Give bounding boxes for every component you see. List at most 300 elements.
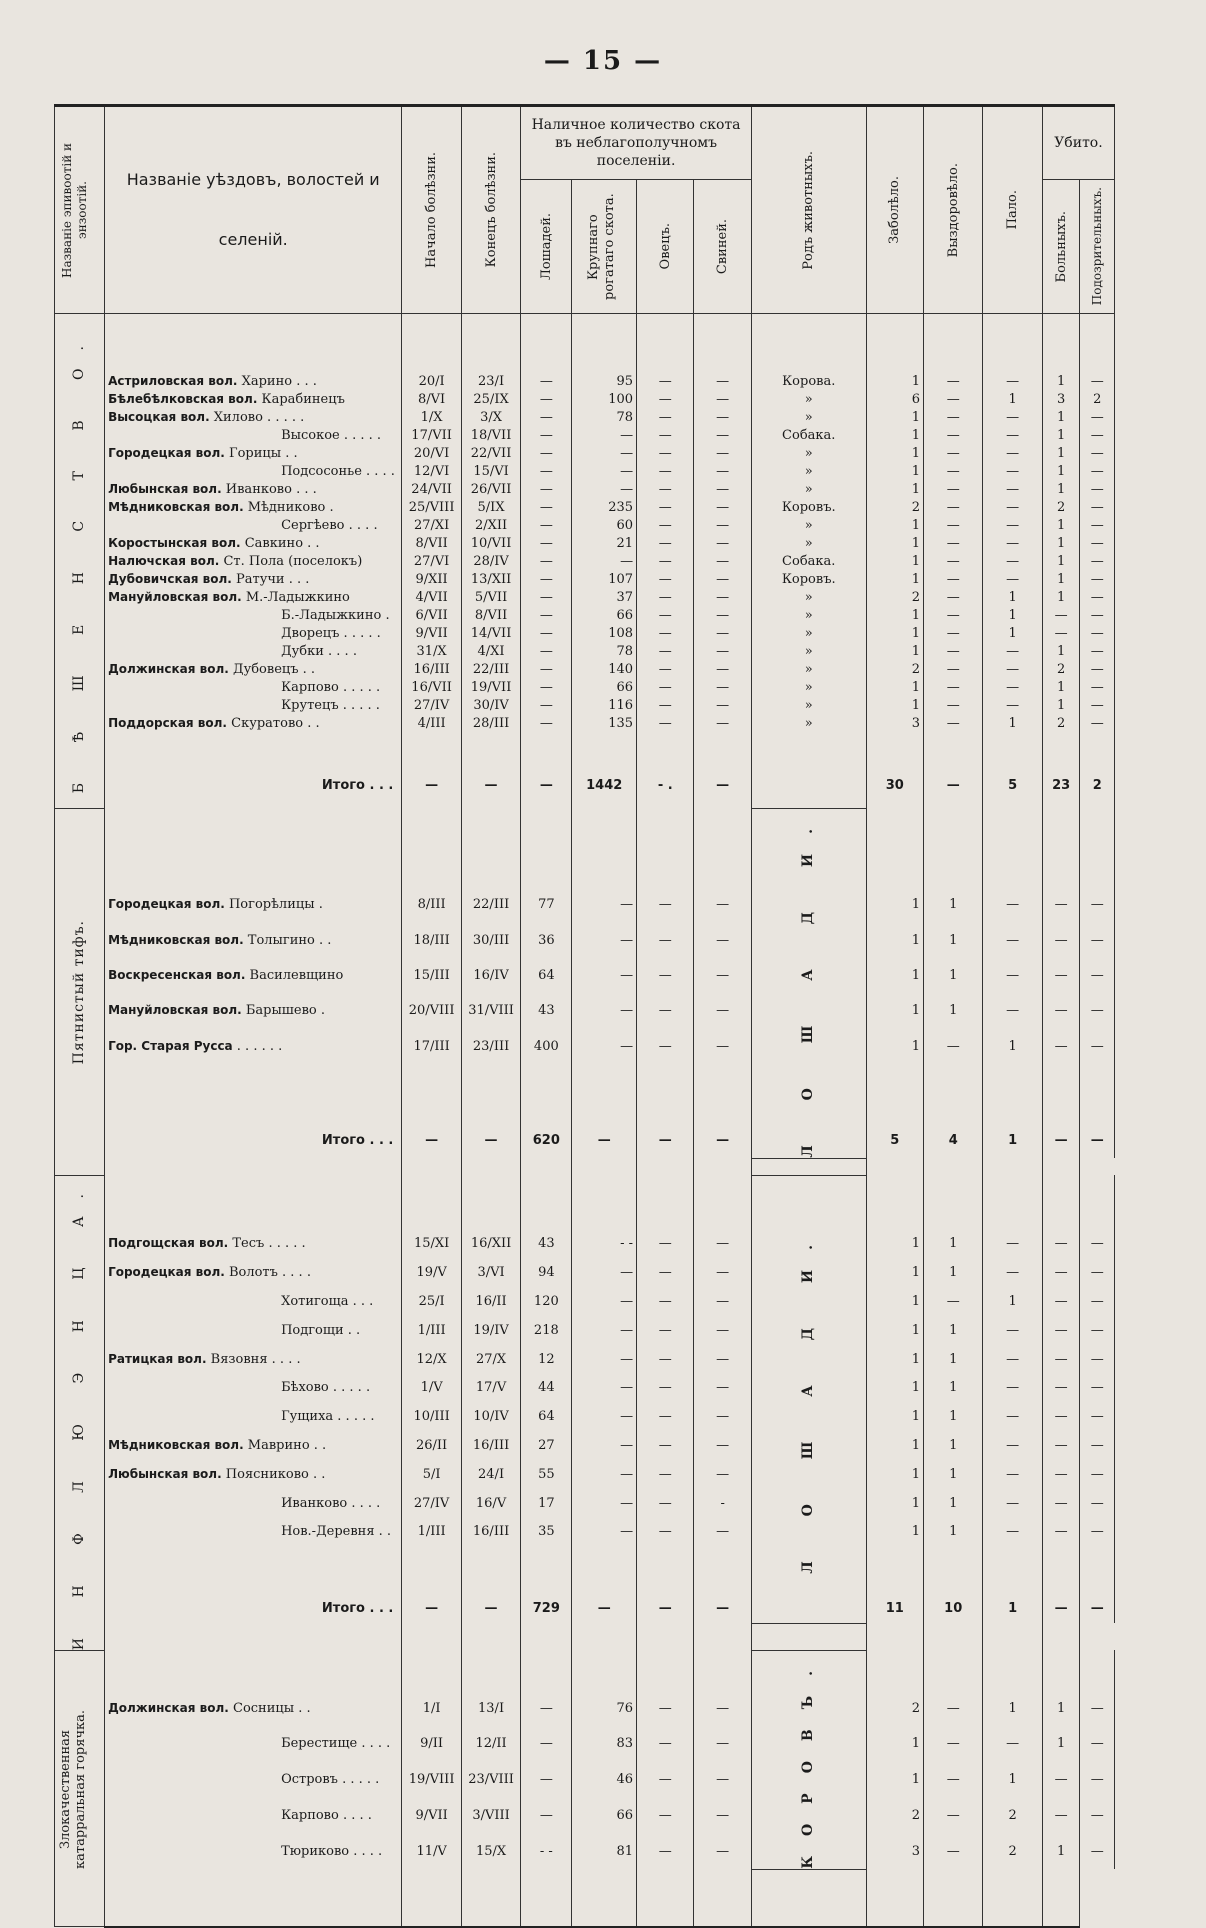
cell-kp: — bbox=[1080, 444, 1115, 462]
cell-rec: — bbox=[923, 624, 982, 642]
cell-sick: 2 bbox=[866, 1798, 923, 1834]
cell-start: 9/XII bbox=[402, 570, 461, 588]
total-end: — bbox=[461, 776, 520, 794]
cell-ks: 2 bbox=[1042, 498, 1080, 516]
total-horses: — bbox=[521, 776, 572, 794]
cell-sick: 3 bbox=[866, 714, 923, 732]
cell-horses: — bbox=[521, 462, 572, 480]
cell-start: 1/V bbox=[402, 1374, 461, 1403]
cell-kp: — bbox=[1080, 660, 1115, 678]
cell-horses: — bbox=[521, 588, 572, 606]
cell-end: 4/XI bbox=[461, 642, 520, 660]
table-row bbox=[55, 993, 1115, 1028]
village-name: Иванково . . . . bbox=[281, 1495, 381, 1511]
volost-name: Городецкая вол. bbox=[108, 1265, 225, 1280]
header-killed-group: Убито. bbox=[1042, 106, 1114, 180]
total-row bbox=[55, 776, 1115, 794]
village-name: Б.-Ладыжкино . bbox=[281, 607, 390, 623]
cell-kp: — bbox=[1080, 1833, 1115, 1869]
table-row bbox=[55, 588, 1115, 606]
cell-sick: 1 bbox=[866, 1028, 923, 1063]
village-name: Нов.-Деревня . . bbox=[281, 1524, 392, 1540]
cell-died: — bbox=[983, 462, 1042, 480]
cell-sheep: — bbox=[637, 714, 694, 732]
cell-animal-kind: » bbox=[751, 642, 866, 660]
cell-sheep: — bbox=[637, 1690, 694, 1726]
cell-sheep: — bbox=[637, 696, 694, 714]
cell-sheep: — bbox=[637, 1518, 694, 1547]
volost-name: Городецкая вол. bbox=[108, 897, 225, 912]
table-row bbox=[55, 570, 1115, 588]
table-row bbox=[55, 480, 1115, 498]
cell-cattle: — bbox=[572, 922, 637, 957]
village-name: Савкино . . bbox=[244, 535, 320, 551]
cell-horses: 400 bbox=[521, 1028, 572, 1063]
place-name-cell bbox=[105, 372, 402, 390]
total-sheep: - . bbox=[637, 776, 694, 794]
place-name-cell bbox=[105, 390, 402, 408]
place-name-cell bbox=[105, 660, 402, 678]
cell-start: 9/VII bbox=[402, 624, 461, 642]
cell-start: 6/VII bbox=[402, 606, 461, 624]
table-row bbox=[55, 462, 1115, 480]
cell-ks: — bbox=[1042, 1762, 1080, 1798]
animal-kind-cell bbox=[751, 809, 866, 1159]
cell-kp: — bbox=[1080, 1345, 1115, 1374]
cell-ks: 1 bbox=[1042, 480, 1080, 498]
cell-kp: — bbox=[1080, 1402, 1115, 1431]
volost-name: Поддорская вол. bbox=[108, 715, 227, 730]
cell-sick: 1 bbox=[866, 1460, 923, 1489]
cell-sick: 1 bbox=[866, 408, 923, 426]
cell-died: 1 bbox=[983, 1028, 1042, 1063]
cell-horses: — bbox=[521, 372, 572, 390]
village-name: Ратучи . . . bbox=[236, 571, 310, 587]
cell-rec: — bbox=[923, 714, 982, 732]
cell-ks: 2 bbox=[1042, 660, 1080, 678]
total-row bbox=[55, 1594, 1115, 1623]
cell-start: 16/III bbox=[402, 660, 461, 678]
volost-name: Городецкая вол. bbox=[108, 445, 225, 460]
cell-end: 19/VII bbox=[461, 678, 520, 696]
cell-pigs: — bbox=[694, 1345, 751, 1374]
cell-kp: — bbox=[1080, 1431, 1115, 1460]
cell-kp: — bbox=[1080, 1028, 1115, 1063]
cell-sick: 1 bbox=[866, 696, 923, 714]
cell-sheep: — bbox=[637, 1374, 694, 1403]
cell-cattle: - - bbox=[572, 1230, 637, 1259]
spacer-row bbox=[55, 1064, 1115, 1123]
cell-rec: — bbox=[923, 462, 982, 480]
cell-died: 1 bbox=[983, 606, 1042, 624]
cell-rec: 1 bbox=[923, 1258, 982, 1287]
cell-end: 23/I bbox=[461, 372, 520, 390]
place-name-cell bbox=[105, 1489, 402, 1518]
cell-pigs: — bbox=[694, 1402, 751, 1431]
table-row bbox=[55, 1460, 1115, 1489]
cell-start: 19/V bbox=[402, 1258, 461, 1287]
total-sick: 11 bbox=[866, 1594, 923, 1623]
cell-ks: 1 bbox=[1042, 1726, 1080, 1762]
section-spacer-row bbox=[55, 1650, 1115, 1690]
cell-rec: — bbox=[923, 606, 982, 624]
cell-died: 1 bbox=[983, 1287, 1042, 1316]
cell-horses: — bbox=[521, 1726, 572, 1762]
cell-pigs: — bbox=[694, 552, 751, 570]
cell-kp: — bbox=[1080, 624, 1115, 642]
cell-died: — bbox=[983, 958, 1042, 993]
cell-start: 20/I bbox=[402, 372, 461, 390]
spacer-row bbox=[55, 1623, 1115, 1650]
place-name-cell bbox=[105, 1726, 402, 1762]
cell-sick: 1 bbox=[866, 678, 923, 696]
cell-rec: — bbox=[923, 498, 982, 516]
cell-ks: — bbox=[1042, 1287, 1080, 1316]
cell-end: 26/VII bbox=[461, 480, 520, 498]
cell-animal-kind: » bbox=[751, 480, 866, 498]
cell-sheep: — bbox=[637, 678, 694, 696]
cell-horses: — bbox=[521, 642, 572, 660]
total-rec: 4 bbox=[923, 1123, 982, 1158]
cell-cattle: — bbox=[572, 1431, 637, 1460]
total-horses: 729 bbox=[521, 1594, 572, 1623]
cell-sick: 6 bbox=[866, 390, 923, 408]
table-row bbox=[55, 1431, 1115, 1460]
volost-name: Должинская вол. bbox=[108, 1700, 229, 1715]
cell-end: 15/VI bbox=[461, 462, 520, 480]
cell-pigs: — bbox=[694, 534, 751, 552]
cell-pigs: — bbox=[694, 1690, 751, 1726]
cell-start: 25/VIII bbox=[402, 498, 461, 516]
total-pigs: — bbox=[694, 1123, 751, 1158]
cell-pigs: — bbox=[694, 887, 751, 922]
cell-ks: 1 bbox=[1042, 696, 1080, 714]
cell-start: 9/II bbox=[402, 1726, 461, 1762]
village-name: Карабинецъ bbox=[261, 391, 345, 407]
place-name-cell bbox=[105, 1374, 402, 1403]
cell-kp: — bbox=[1080, 714, 1115, 732]
cell-sheep: — bbox=[637, 958, 694, 993]
cell-ks: — bbox=[1042, 1258, 1080, 1287]
cell-animal-kind: » bbox=[751, 660, 866, 678]
cell-ks: 1 bbox=[1042, 678, 1080, 696]
total-row bbox=[55, 1123, 1115, 1158]
village-name: Крутецъ . . . . . bbox=[281, 697, 380, 713]
cell-animal-kind: » bbox=[751, 534, 866, 552]
cell-pigs: — bbox=[694, 1518, 751, 1547]
cell-ks: 1 bbox=[1042, 444, 1080, 462]
cell-sick: 1 bbox=[866, 624, 923, 642]
cell-died: — bbox=[983, 534, 1042, 552]
cell-end: 12/II bbox=[461, 1726, 520, 1762]
cell-sheep: — bbox=[637, 498, 694, 516]
cell-pigs: — bbox=[694, 1374, 751, 1403]
cell-sheep: — bbox=[637, 588, 694, 606]
cell-ks: 1 bbox=[1042, 1833, 1080, 1869]
volost-name: Воскресенская вол. bbox=[108, 967, 246, 982]
cell-pigs: — bbox=[694, 498, 751, 516]
table-row bbox=[55, 1690, 1115, 1726]
table-row bbox=[55, 1316, 1115, 1345]
place-name-cell bbox=[105, 1833, 402, 1869]
cell-cattle: 108 bbox=[572, 624, 637, 642]
cell-sheep: — bbox=[637, 426, 694, 444]
volost-name: Высоцкая вол. bbox=[108, 409, 210, 424]
cell-cattle: — bbox=[572, 1460, 637, 1489]
village-name: Скуратово . . bbox=[231, 715, 320, 731]
cell-start: 16/VII bbox=[402, 678, 461, 696]
cell-end: 18/VII bbox=[461, 426, 520, 444]
cell-died: — bbox=[983, 1431, 1042, 1460]
cell-sick: 1 bbox=[866, 1316, 923, 1345]
cell-cattle: 66 bbox=[572, 606, 637, 624]
cell-pigs: — bbox=[694, 372, 751, 390]
cell-cattle: 95 bbox=[572, 372, 637, 390]
disease-name-cell bbox=[55, 1175, 105, 1650]
village-name: Гущиха . . . . . bbox=[281, 1409, 375, 1425]
cell-sick: 1 bbox=[866, 372, 923, 390]
village-name: Карпово . . . . bbox=[281, 1807, 372, 1823]
cell-start: 1/III bbox=[402, 1316, 461, 1345]
cell-pigs: — bbox=[694, 588, 751, 606]
total-cattle: — bbox=[572, 1594, 637, 1623]
cell-kp: — bbox=[1080, 922, 1115, 957]
total-rec: — bbox=[923, 776, 982, 794]
cell-rec: 1 bbox=[923, 1518, 982, 1547]
cell-pigs: — bbox=[694, 958, 751, 993]
place-name-cell bbox=[105, 1287, 402, 1316]
cell-end: 25/IX bbox=[461, 390, 520, 408]
cell-died: 2 bbox=[983, 1798, 1042, 1834]
spacer-row bbox=[55, 732, 1115, 776]
cell-start: 1/III bbox=[402, 1518, 461, 1547]
cell-ks: 1 bbox=[1042, 1690, 1080, 1726]
cell-cattle: — bbox=[572, 1402, 637, 1431]
village-name: Высокое . . . . . bbox=[281, 427, 382, 443]
cell-sheep: — bbox=[637, 1460, 694, 1489]
header-names: Названіе уѣздовъ, волостей и селеній. bbox=[105, 106, 402, 314]
cell-sheep: — bbox=[637, 624, 694, 642]
cell-start: 25/I bbox=[402, 1287, 461, 1316]
cell-rec: — bbox=[923, 408, 982, 426]
cell-horses: — bbox=[521, 570, 572, 588]
header-sick: Заболѣло. bbox=[866, 106, 923, 314]
cell-horses: — bbox=[521, 516, 572, 534]
cell-pigs: — bbox=[694, 1316, 751, 1345]
cell-horses: — bbox=[521, 552, 572, 570]
cell-kp: — bbox=[1080, 1690, 1115, 1726]
place-name-cell bbox=[105, 922, 402, 957]
header-died: Пало. bbox=[983, 106, 1042, 314]
cell-kp: — bbox=[1080, 1726, 1115, 1762]
cell-ks: 3 bbox=[1042, 390, 1080, 408]
cell-died: 1 bbox=[983, 390, 1042, 408]
cell-ks: 1 bbox=[1042, 462, 1080, 480]
cell-rec: — bbox=[923, 1726, 982, 1762]
cell-horses: — bbox=[521, 480, 572, 498]
village-name: Вязовня . . . . bbox=[210, 1351, 301, 1367]
table-row bbox=[55, 678, 1115, 696]
cell-ks: — bbox=[1042, 1230, 1080, 1259]
cell-kp: — bbox=[1080, 552, 1115, 570]
disease-name: И Н Ф Л Ю Э Н Ц А. bbox=[71, 1175, 88, 1650]
cell-sheep: — bbox=[637, 1028, 694, 1063]
cell-sick: 1 bbox=[866, 480, 923, 498]
table-row bbox=[55, 624, 1115, 642]
cell-pigs: — bbox=[694, 678, 751, 696]
cell-kp: — bbox=[1080, 1316, 1115, 1345]
cell-kp: — bbox=[1080, 534, 1115, 552]
village-name: Мѣдниково . bbox=[247, 499, 334, 515]
cell-sheep: — bbox=[637, 372, 694, 390]
cell-ks: 1 bbox=[1042, 588, 1080, 606]
cell-end: 16/II bbox=[461, 1287, 520, 1316]
cell-sheep: — bbox=[637, 516, 694, 534]
place-name-cell bbox=[105, 1230, 402, 1259]
cell-start: 27/XI bbox=[402, 516, 461, 534]
total-ks: 23 bbox=[1042, 776, 1080, 794]
table-row bbox=[55, 1230, 1115, 1259]
table-row bbox=[55, 660, 1115, 678]
cell-sheep: — bbox=[637, 480, 694, 498]
total-horses: 620 bbox=[521, 1123, 572, 1158]
cell-sick: 1 bbox=[866, 1287, 923, 1316]
cell-sick: 1 bbox=[866, 1258, 923, 1287]
cell-end: 14/VII bbox=[461, 624, 520, 642]
cell-cattle: 107 bbox=[572, 570, 637, 588]
table-row bbox=[55, 534, 1115, 552]
cell-pigs: — bbox=[694, 1460, 751, 1489]
village-name: Дубовецъ . . bbox=[233, 661, 316, 677]
cell-ks: — bbox=[1042, 606, 1080, 624]
volost-name: Ратицкая вол. bbox=[108, 1351, 207, 1366]
cell-rec: — bbox=[923, 426, 982, 444]
cell-horses: 77 bbox=[521, 887, 572, 922]
cell-sick: 1 bbox=[866, 958, 923, 993]
cell-cattle: — bbox=[572, 480, 637, 498]
cell-sheep: — bbox=[637, 408, 694, 426]
cell-cattle: — bbox=[572, 1518, 637, 1547]
cell-pigs: — bbox=[694, 624, 751, 642]
table-row bbox=[55, 444, 1115, 462]
cell-pigs: — bbox=[694, 462, 751, 480]
cell-animal-kind: » bbox=[751, 678, 866, 696]
spacer-row bbox=[55, 1869, 1115, 1927]
cell-ks: — bbox=[1042, 1316, 1080, 1345]
animal-kind-cell bbox=[751, 1650, 866, 1869]
cell-sheep: — bbox=[637, 1402, 694, 1431]
cell-rec: 1 bbox=[923, 1460, 982, 1489]
table-row bbox=[55, 408, 1115, 426]
table-row bbox=[55, 1489, 1115, 1518]
cell-cattle: 60 bbox=[572, 516, 637, 534]
section-spacer-row bbox=[55, 809, 1115, 888]
cell-start: 18/III bbox=[402, 922, 461, 957]
cell-ks: — bbox=[1042, 1518, 1080, 1547]
table-row bbox=[55, 714, 1115, 732]
volost-name: Коростынская вол. bbox=[108, 535, 241, 550]
table-row bbox=[55, 887, 1115, 922]
volost-name: Должинская вол. bbox=[108, 661, 229, 676]
cell-horses: — bbox=[521, 390, 572, 408]
cell-rec: — bbox=[923, 534, 982, 552]
cell-ks: — bbox=[1042, 1374, 1080, 1403]
cell-horses: — bbox=[521, 426, 572, 444]
total-end: — bbox=[461, 1594, 520, 1623]
cell-sick: 1 bbox=[866, 993, 923, 1028]
cell-sick: 1 bbox=[866, 922, 923, 957]
header-start: Начало болѣзни. bbox=[402, 106, 461, 314]
village-name: Василевщино bbox=[249, 967, 344, 983]
cell-pigs: — bbox=[694, 426, 751, 444]
cell-rec: 1 bbox=[923, 1345, 982, 1374]
total-kp: — bbox=[1080, 1123, 1115, 1158]
cell-sick: 2 bbox=[866, 588, 923, 606]
cell-cattle: — bbox=[572, 444, 637, 462]
table-row bbox=[55, 1402, 1115, 1431]
cell-horses: 35 bbox=[521, 1518, 572, 1547]
cell-sick: 1 bbox=[866, 1230, 923, 1259]
cell-cattle: 76 bbox=[572, 1690, 637, 1726]
cell-pigs: — bbox=[694, 1833, 751, 1869]
cell-horses: — bbox=[521, 498, 572, 516]
cell-end: 31/VIII bbox=[461, 993, 520, 1028]
cell-sheep: — bbox=[637, 1489, 694, 1518]
cell-rec: 1 bbox=[923, 1402, 982, 1431]
cell-cattle: — bbox=[572, 887, 637, 922]
cell-ks: 2 bbox=[1042, 714, 1080, 732]
cell-animal-kind: » bbox=[751, 516, 866, 534]
cell-horses: 55 bbox=[521, 1460, 572, 1489]
cell-pigs: — bbox=[694, 922, 751, 957]
table-body bbox=[55, 314, 1115, 1927]
cell-start: 5/I bbox=[402, 1460, 461, 1489]
cell-end: 5/VII bbox=[461, 588, 520, 606]
total-sheep: — bbox=[637, 1123, 694, 1158]
cell-end: 16/IV bbox=[461, 958, 520, 993]
village-name: Хилово . . . . . bbox=[213, 409, 305, 425]
cell-animal-kind: » bbox=[751, 696, 866, 714]
cell-died: — bbox=[983, 660, 1042, 678]
total-died: 5 bbox=[983, 776, 1042, 794]
cell-end: 17/V bbox=[461, 1374, 520, 1403]
header-pigs: Свиней. bbox=[694, 180, 751, 314]
cell-animal-kind: » bbox=[751, 624, 866, 642]
volost-name: Астриловская вол. bbox=[108, 373, 238, 388]
cell-sick: 1 bbox=[866, 1374, 923, 1403]
place-name-cell bbox=[105, 606, 402, 624]
disease-name: Злокачественная катарральная горячка. bbox=[58, 1708, 88, 1869]
cell-ks: — bbox=[1042, 1028, 1080, 1063]
cell-start: 20/VI bbox=[402, 444, 461, 462]
table-row bbox=[55, 1258, 1115, 1287]
cell-sick: 2 bbox=[866, 1690, 923, 1726]
cell-died: — bbox=[983, 372, 1042, 390]
cell-rec: 1 bbox=[923, 887, 982, 922]
cell-sick: 2 bbox=[866, 498, 923, 516]
cell-ks: — bbox=[1042, 958, 1080, 993]
cell-kp: — bbox=[1080, 372, 1115, 390]
cell-kp: — bbox=[1080, 462, 1115, 480]
cell-kp: — bbox=[1080, 887, 1115, 922]
cell-kp: — bbox=[1080, 696, 1115, 714]
cell-pigs: — bbox=[694, 1762, 751, 1798]
cell-ks: — bbox=[1042, 922, 1080, 957]
cell-rec: — bbox=[923, 696, 982, 714]
cell-cattle: 66 bbox=[572, 1798, 637, 1834]
cell-end: 22/III bbox=[461, 660, 520, 678]
cell-end: 27/X bbox=[461, 1345, 520, 1374]
